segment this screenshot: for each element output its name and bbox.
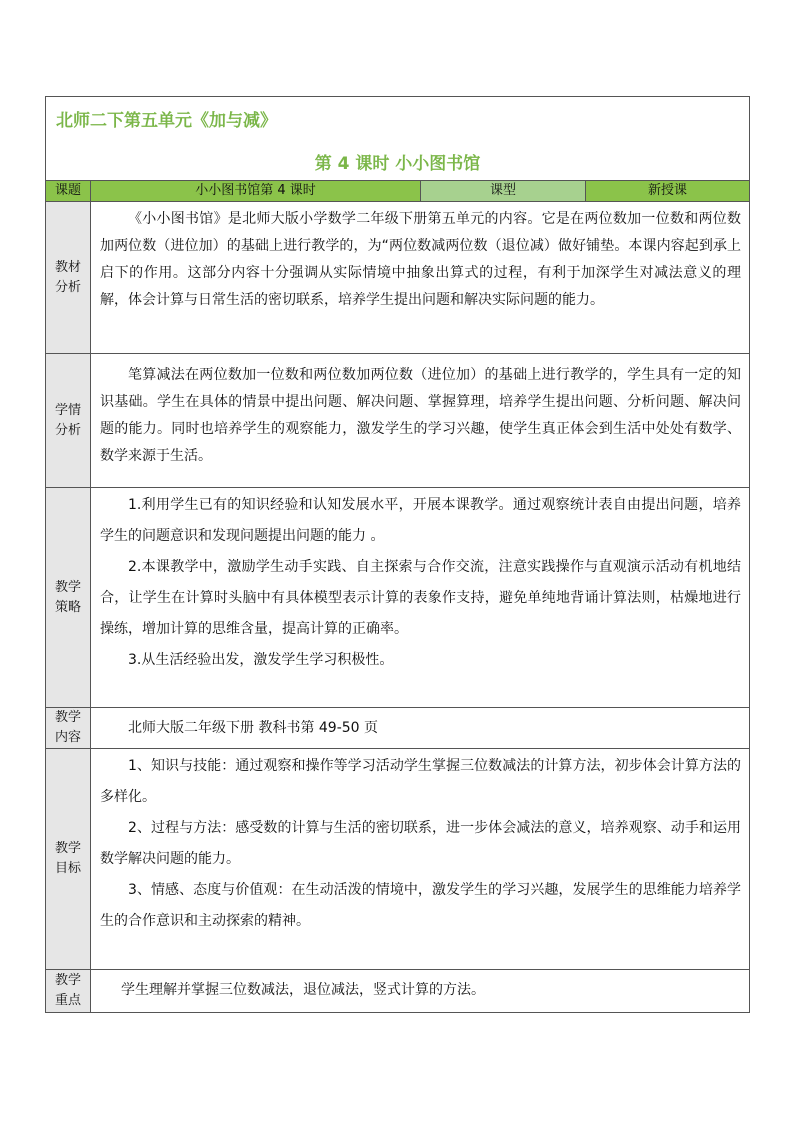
lesson-info-row [46,181,749,202]
section-student-analysis [46,354,749,488]
section-label: 学情分析 [46,354,91,487]
lesson-type-label: 课型 [421,181,586,201]
lesson-name: 小小图书馆第 4 课时 [91,181,421,201]
paragraph: 3、情感、态度与价值观：在生动活泼的情境中，激发学生的学习兴趣，发展学生的思维能力培养学生的合作意识和主动探索的精神。 [100,882,741,929]
paragraph: 北师大版二年级下册 教科书第 49-50 页 [128,720,379,736]
section-teaching-focus [46,970,749,1012]
table-header [46,97,749,181]
section-content [91,708,749,748]
paragraph: 1、知识与技能：通过观察和操作等学习活动学生掌握三位数减法的计算方法，初步体会计算方法的多样化。 [100,758,741,805]
section-label: 教学策略 [46,488,91,707]
paragraph: 学生理解并掌握三位数减法，退位减法，竖式计算的方法。 [121,982,485,998]
topic-label: 课题 [46,181,91,201]
paragraph: 3.从生活经验出发，激发学生学习积极性。 [128,652,394,668]
paragraph: 《小小图书馆》是北师大版小学数学二年级下册第五单元的内容。它是在两位数加一位数和两位数加两位数（进位加）的基础上进行教学的，为“两位数减两位数（退位减）做好铺垫。本课内容起到承上启下的作用。这部分内容十分强调从实际情境中抽象出算式的过程，有利于加深学生对减法意义的理解，体会计算与日常生活的密切联系，培养学生提出问题和解决实际问题的能力。 [100,211,741,308]
section-content [91,202,749,353]
section-textbook-analysis [46,202,749,354]
lesson-plan-table [45,96,750,1013]
section-content [91,970,749,1012]
section-content [91,749,749,969]
section-content [91,488,749,707]
paragraph: 1.利用学生已有的知识经验和认知发展水平，开展本课教学。通过观察统计表自由提出问题，培养学生的问题意识和发现问题提出问题的能力 。 [100,497,741,544]
section-teaching-strategy [46,488,749,708]
section-label: 教学重点 [46,970,91,1012]
section-teaching-content [46,708,749,749]
section-label: 教材分析 [46,202,91,353]
paragraph: 2、过程与方法：感受数的计算与生活的密切联系，进一步体会减法的意义，培养观察、动手和运用数学解决问题的能力。 [100,820,741,867]
section-content [91,354,749,487]
section-label: 教学内容 [46,708,91,748]
section-label: 教学目标 [46,749,91,969]
lesson-type-value: 新授课 [586,181,749,201]
lesson-title: 第 4 课时 小小图书馆 [314,154,481,174]
paragraph: 笔算减法在两位数加一位数和两位数加两位数（进位加）的基础上进行教学的，学生具有一定的知识基础。学生在具体的情景中提出问题、解决问题、掌握算理，培养学生提出问题、分析问题、解决问题的能力。同时也培养学生的观察能力，激发学生的学习兴趣，使学生真正体会到生活中处处有数学、数学来源于生活。 [100,367,741,464]
unit-title: 北师二下第五单元《加与减》 [56,111,277,131]
paragraph: 2.本课教学中，激励学生动手实践、自主探索与合作交流，注意实践操作与直观演示活动有机地结合，让学生在计算时头脑中有具体模型表示计算的表象作支持，避免单纯地背诵计算法则，枯燥地进行操练，增加计算的思维含量，提高计算的正确率。 [100,559,741,637]
section-teaching-objectives [46,749,749,970]
